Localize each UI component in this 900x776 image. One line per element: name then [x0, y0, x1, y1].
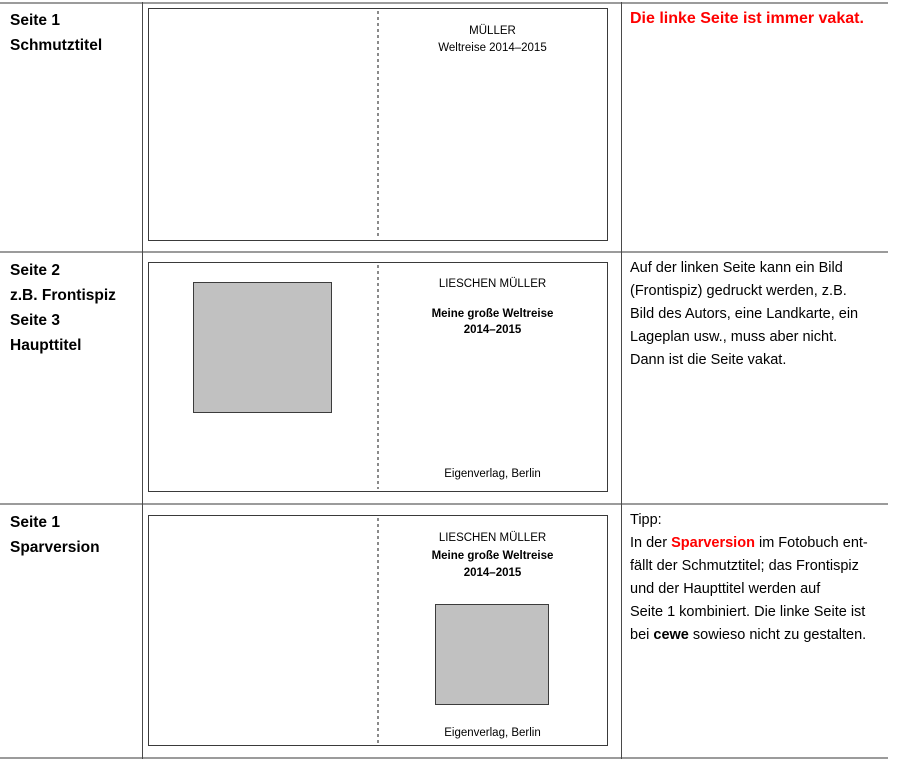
note-line: Seite 1 kombiniert. Die linke Seite ist: [630, 604, 866, 620]
imprint-text: Eigenverlag, Berlin: [444, 468, 541, 480]
note-highlight-sparversion: Sparversion: [671, 535, 755, 551]
frontispiz-image-placeholder: [193, 282, 332, 413]
book-spread-haupttitel: [148, 262, 608, 492]
schmutztitel-text: [378, 23, 607, 57]
book-spread-schmutztitel: [148, 8, 608, 241]
table-border-top: [0, 2, 888, 4]
book-title: Meine große Weltreise: [431, 308, 554, 320]
row1-label: [10, 8, 136, 58]
row-label-line: Seite 1: [10, 12, 60, 29]
row-label-line: Seite 3: [10, 312, 60, 329]
row-label-line: z.B. Frontispiz: [10, 287, 116, 304]
note-text-part: bei: [630, 627, 654, 643]
row2-label: [10, 258, 136, 358]
title-image-placeholder: [435, 604, 549, 705]
note-text-part: In der: [630, 535, 672, 551]
table-row-separator-1: [0, 251, 888, 253]
book-years: 2014–2015: [463, 324, 522, 336]
sparversion-title-text: [378, 530, 607, 583]
note-line: Dann ist die Seite vakat.: [630, 352, 787, 368]
note-line: (Frontispiz) gedruckt werden, z.B.: [630, 283, 847, 299]
book-spread-sparversion: [148, 515, 608, 746]
note-highlight-cewe: cewe: [653, 627, 689, 643]
haupttitel-text: [378, 276, 607, 338]
note-text-red: Die linke Seite ist immer vakat.: [630, 10, 864, 27]
note-text-part: sowieso nicht zu gestalten.: [688, 627, 867, 643]
row-label-line: Seite 2: [10, 262, 60, 279]
row3-label: [10, 510, 136, 560]
author-short: MÜLLER: [469, 25, 516, 37]
book-title: Meine große Weltreise: [431, 549, 554, 562]
table-column-divider-right: [621, 2, 622, 759]
table-row-separator-2: [0, 503, 888, 505]
note-heading: Tipp:: [630, 512, 662, 528]
note-text-part: im Fotobuch ent-: [754, 535, 868, 551]
row3-note: [630, 509, 892, 647]
author-name: LIESCHEN MÜLLER: [438, 532, 547, 544]
table-column-divider-left: [142, 2, 143, 759]
row-label-line: Haupttitel: [10, 337, 82, 354]
short-title: Weltreise 2014–2015: [438, 42, 547, 54]
table-border-bottom: [0, 757, 888, 759]
note-line: Auf der linken Seite kann ein Bild: [630, 260, 843, 276]
row-label-line: Schmutztitel: [10, 37, 103, 54]
author-name: LIESCHEN MÜLLER: [438, 278, 547, 290]
row-label-line: Seite 1: [10, 514, 60, 531]
note-line: Bild des Autors, eine Landkarte, ein: [630, 306, 859, 322]
row2-note: [630, 257, 892, 372]
book-years: 2014–2015: [463, 567, 522, 579]
imprint-text: Eigenverlag, Berlin: [444, 727, 541, 739]
note-line: [630, 624, 892, 647]
row1-note: [630, 8, 892, 30]
note-line: [630, 532, 892, 555]
note-line: fällt der Schmutztitel; das Frontispiz: [630, 558, 859, 574]
note-line: und der Haupttitel werden auf: [630, 581, 821, 597]
note-line: Lageplan usw., muss aber nicht.: [630, 329, 838, 345]
row-label-line: Sparversion: [10, 539, 100, 556]
